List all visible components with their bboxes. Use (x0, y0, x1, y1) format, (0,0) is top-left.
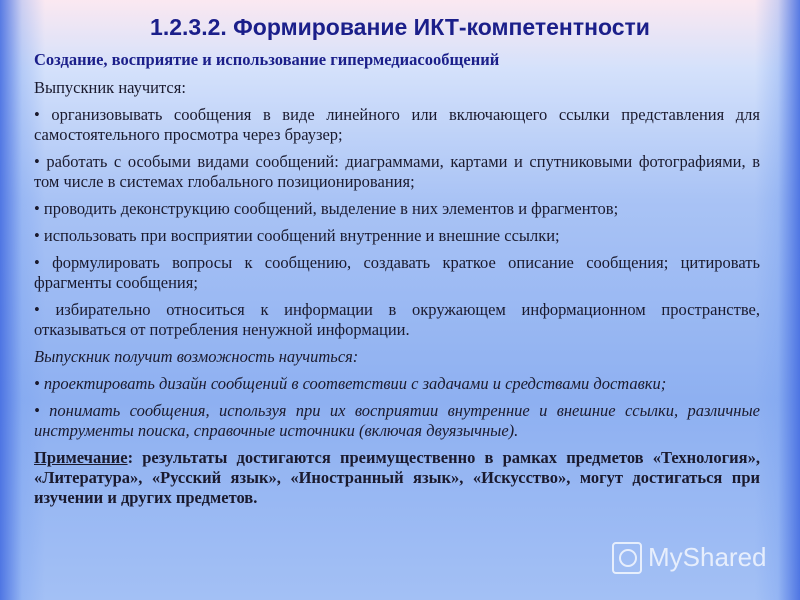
note-label: Примечание (34, 448, 128, 467)
bullet-item-italic: • понимать сообщения, используя при их восприятии внутренние и внешние ссылки, различные инструменты поиска, справочные источники (включая двуязычные). (34, 401, 760, 440)
bullet-item: • использовать при восприятии сообщений внутренние и внешние ссылки; (34, 226, 560, 245)
myshared-logo-icon (612, 542, 642, 574)
note-text: : результаты достигаются преимущественно в рамках предметов «Технология», «Литература», «Русский язык», «Иностранный язык», «Искусство», могут достигаться при изучении и других предметов. (34, 448, 760, 507)
section-subtitle: Создание, восприятие и использование гипермедиасообщений (34, 50, 500, 69)
learner-will-learn-intro: Выпускник научится: (34, 78, 186, 97)
bullet-item: • проводить деконструкцию сообщений, выделение в них элементов и фрагментов; (34, 199, 619, 218)
watermark-text: MyShared (648, 542, 767, 572)
note-paragraph (34, 448, 760, 508)
myshared-watermark (612, 537, 782, 577)
bullet-item: • избирательно относиться к информации в окружающем информационном пространстве, отказываться от потребления ненужной информации. (34, 300, 760, 339)
bullet-item: • формулировать вопросы к сообщению, создавать краткое описание сообщения; цитировать фрагменты сообщения; (34, 253, 760, 292)
bullet-item-italic: • проектировать дизайн сообщений в соответствии с задачами и средствами доставки; (34, 374, 667, 393)
bullet-item: • организовывать сообщения в виде линейного или включающего ссылки представления для самостоятельного просмотра через браузер; (34, 105, 760, 144)
bullet-item: • работать с особыми видами сообщений: диаграммами, картами и спутниковыми фотографиями, в том числе в системах глобального позиционирования; (34, 152, 760, 191)
slide-title: 1.2.3.2. Формирование ИКТ-компетентности (150, 14, 650, 40)
learner-opportunity-intro: Выпускник получит возможность научиться: (34, 347, 359, 366)
slide-content (34, 50, 760, 515)
